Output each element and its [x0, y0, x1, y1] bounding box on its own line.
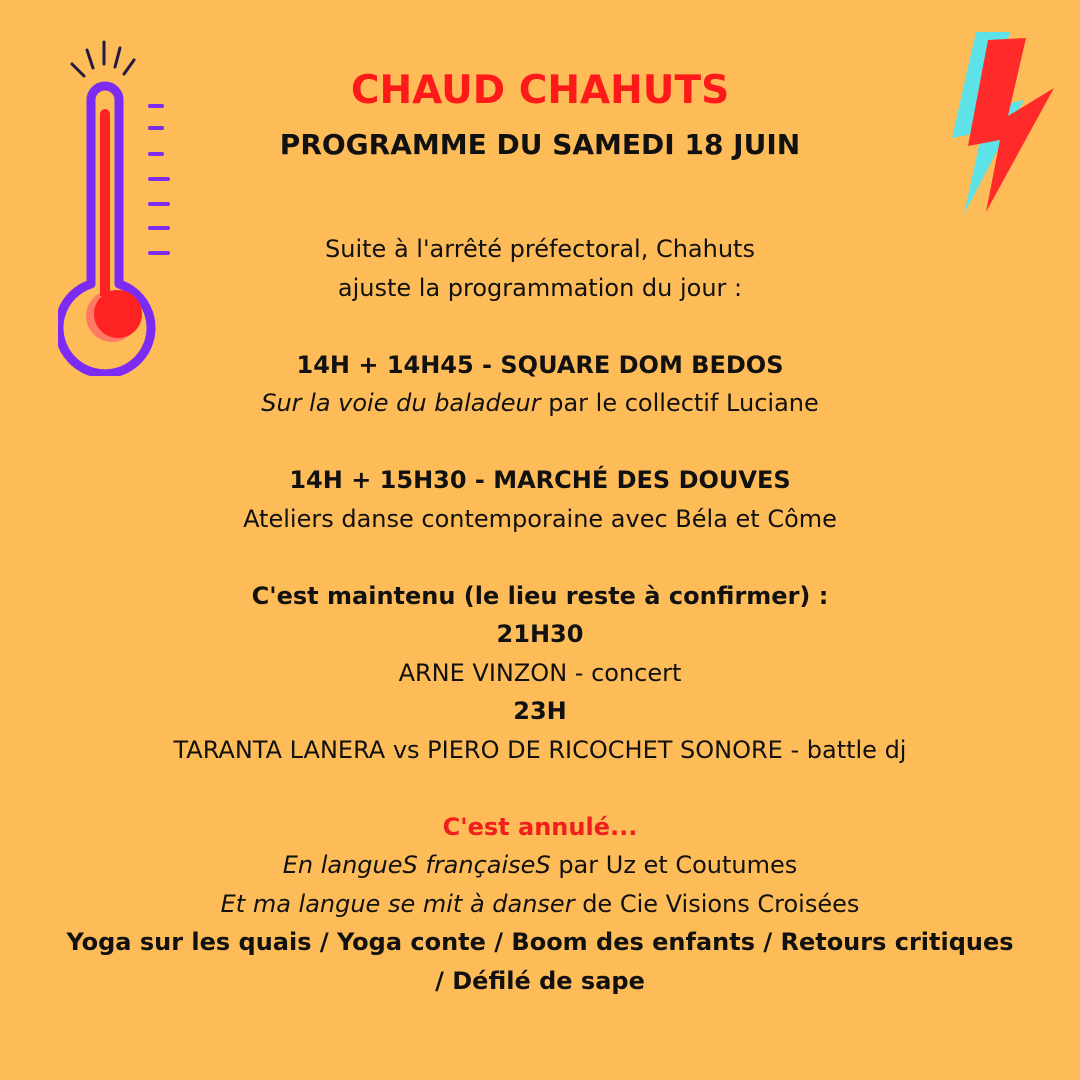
- cancelled-1-detail: par Uz et Coutumes: [550, 851, 798, 879]
- event-1-title: Sur la voie du baladeur: [261, 389, 541, 417]
- maintained-heading: C'est maintenu (le lieu reste à confirmer) :: [251, 581, 829, 610]
- spacer: [60, 538, 1020, 577]
- event-1-detail: par le collectif Luciane: [540, 389, 819, 417]
- intro-line-2: ajuste la programmation du jour :: [337, 273, 743, 302]
- maintained-2-detail: TARANTA LANERA vs PIERO DE RICOCHET SONORE - battle dj: [173, 735, 907, 764]
- spacer: [60, 423, 1020, 462]
- cancelled-2: [60, 885, 1020, 924]
- event-1-description: [60, 384, 1020, 423]
- cancelled-1: [60, 846, 1020, 885]
- maintained-1-time: 21H30: [496, 620, 584, 648]
- lightning-bolt-icon: [942, 28, 1066, 220]
- spacer: [60, 307, 1020, 346]
- program-body: [60, 230, 1020, 1000]
- spacer: [60, 769, 1020, 808]
- cancelled-others: Yoga sur les quais / Yoga conte / Boom des enfants / Retours critiques / Défilé de sape: [66, 928, 1014, 995]
- event-2-detail: Ateliers danse contemporaine avec Béla et Côme: [243, 504, 837, 533]
- event-1-time-place: 14H + 14H45 - SQUARE DOM BEDOS: [296, 350, 784, 379]
- cancelled-1-title: En langueS françaiseS: [282, 851, 551, 879]
- intro-line-1: Suite à l'arrêté préfectoral, Chahuts: [325, 235, 755, 263]
- event-2-time-place: 14H + 15H30 - MARCHÉ DES DOUVES: [289, 466, 791, 494]
- cancelled-2-detail: de Cie Visions Croisées: [574, 889, 860, 918]
- cancelled-2-title: Et ma langue se mit à danser: [220, 889, 575, 918]
- cancelled-heading: C'est annulé...: [442, 812, 638, 841]
- event-title: CHAUD CHAHUTS: [350, 68, 730, 113]
- program-date-subtitle: PROGRAMME DU SAMEDI 18 JUIN: [279, 128, 801, 161]
- maintained-2-time: 23H: [513, 697, 567, 725]
- maintained-1-detail: ARNE VINZON - concert: [398, 658, 682, 687]
